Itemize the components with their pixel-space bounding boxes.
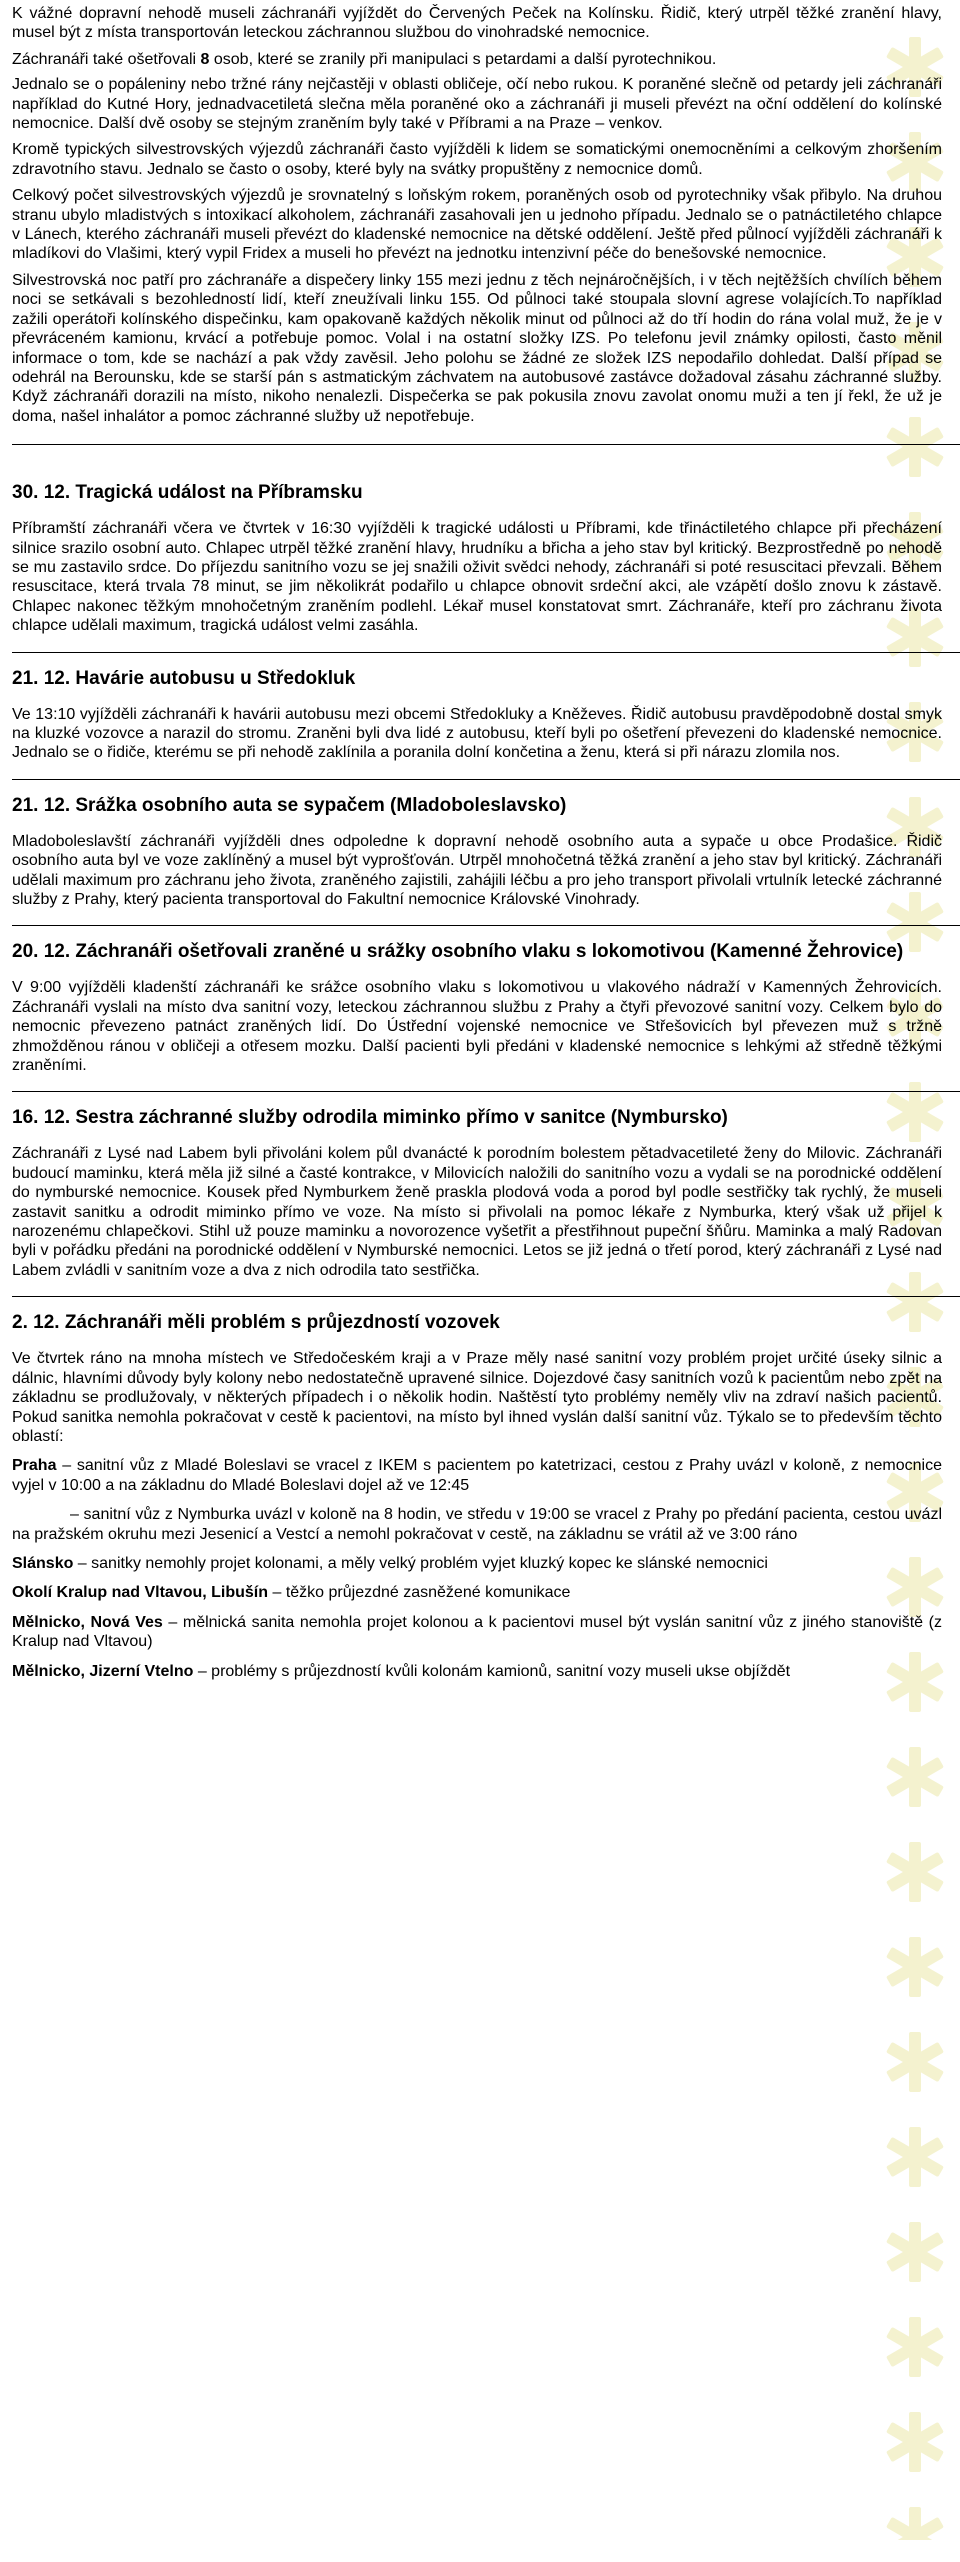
item-text: – mělnická sanita nemohla projet kolonou a k pacientovi musel být vyslán sanitní vůz z jiného stanoviště (z Kralup nad Vltavou) <box>12 1613 942 1651</box>
item-text: – sanitní vůz z Mladé Boleslavi se vracel z IKEM s pacientem po katetrizaci, cestou z Prahy uvázl v koloně, z nemocnice vyjel v 10:00 a na základnu do Mladé Boleslavi dojel až ve 12:45 <box>12 1457 942 1494</box>
section-heading: 21. 12. Havárie autobusu u Středokluk <box>12 667 356 689</box>
paragraph: Kromě typických silvestrovských výjezdů záchranáři často vyjížděli k lidem se somatickými onemocněními a celkovým zhoršením zdravotního stavu. Jednalo se často o osoby, které byly na svátky propuštěny z nemocnice domů. <box>12 141 942 178</box>
place-name: Slánsko <box>12 1554 74 1572</box>
section-divider <box>12 779 960 780</box>
list-item <box>12 1456 942 1495</box>
section-divider <box>12 1091 960 1092</box>
item-text: – sanitní vůz z Nymburka uvázl v koloně na 8 hodin, ve středu v 19:00 se vracel z Prahy po předání pacienta, cestou uvázl na pražském okruhu mezi Jesenicí a Vestcí a nemohl pokračovat v cestě, na základnu se vrátil až ve 3:00 ráno <box>12 1506 942 1543</box>
section-heading: 16. 12. Sestra záchranné služby odrodila miminko přímo v sanitce (Nymbursko) <box>12 1107 728 1129</box>
text-run: osob, které se zranily při manipulaci s petardami a další pyrotechnikou. <box>209 50 717 68</box>
list-item <box>12 1554 942 1573</box>
section-divider <box>12 652 960 653</box>
count-bold: 8 <box>200 50 210 68</box>
paragraph <box>12 50 942 69</box>
section-divider <box>12 444 960 445</box>
place-name: Praha <box>12 1457 57 1475</box>
paragraph: Celkový počet silvestrovských výjezdů je srovnatelný s loňským rokem, poraněných osob od pyrotechniky však přibylo. Na druhou stranu ubylo mladistvých s intoxikací alkoholem, záchranáři zasahovali jen u jednoho případu. Jednalo se o patnáctiletého chlapce v Lánech, kterého záchranáři museli převézt do kladenské nemocnice na dětské oddělení. Ještě před půlnocí vyjížděli záchranáři k mladíkovi do Vlašimi, který vypil Fridex a museli ho převézt na jednotku intenzivní péče do benešovské nemocnice. <box>12 187 942 263</box>
section-heading: 20. 12. Záchranáři ošetřovali zraněné u srážky osobního vlaku s lokomotivou (Kamenné Žehrovice) <box>12 941 904 963</box>
item-text: – problémy s průjezdností kvůli kolonám kamionů, sanitní vozy museli ukse objíždět <box>193 1662 791 1680</box>
section-heading: 2. 12. Záchranáři měli problém s průjezdností vozovek <box>12 1312 500 1334</box>
section-heading: 21. 12. Srážka osobního auta se sypačem (Mladoboleslavsko) <box>12 794 567 816</box>
section-divider <box>12 1296 960 1297</box>
section-divider <box>12 925 960 926</box>
section-heading: 30. 12. Tragická událost na Příbramsku <box>12 482 363 504</box>
item-text: – sanitky nemohly projet kolonami, a měly velký problém vyjet kluzký kopec ke slánské nemocnici <box>73 1554 768 1572</box>
list-item <box>12 1583 942 1602</box>
place-name: Mělnicko, Jizerní Vtelno <box>12 1662 194 1680</box>
section-body: Ve 13:10 vyjížděli záchranáři k havárii autobusu mezi obcemi Středokluky a Kněževes. Řidič autobusu pravděpodobně dostal smyk na kluzké vozovce a narazil do stromu. Zraněni byli dva lidé z autobusu, kteří byli po ošetření převezeni do kladenské nemocnice. Jednalo se o řidiče, kterému se při nehodě zaklínila a poranila dolní končetina a ženu, která si při nárazu zlomila nos. <box>12 705 942 762</box>
place-name: Mělnicko, Nová Ves <box>12 1613 163 1631</box>
section-body: Ve čtvrtek ráno na mnoha místech ve Středočeském kraji a v Praze měly nasé sanitní vozy problém projet určité úseky silnic a dálnic, hlavními důvody byly kolony nebo nedostatečně upravené silnice. Dojezdové časy sanitních vozů k pacientům nebo zpět na základnu se prodlužovaly, v některých případech i o několik hodin. Naštěstí tyto problémy neměly vliv na zdraví našich pacientů. Pokud sanitka nemohla pokračovat v cestě k pacientovi, na místo byl ihned vyslán další sanitní vůz. Týkalo se to především těchto oblastí: <box>12 1350 942 1445</box>
paragraph: Jednalo se o popáleniny nebo tržné rány nejčastěji v oblasti obličeje, očí nebo rukou. K poraněné slečně od petardy jeli záchranáři například do Kutné Hory, jednadvacetiletá slečna měla poraněné oko a záchranáři ji museli převézt na oční oddělení do kolínské nemocnice. Další dvě osoby se stejným zraněním byly také v Příbrami a na Praze – venkov. <box>12 76 942 133</box>
list-item <box>12 1662 942 1681</box>
section-body: V 9:00 vyjížděli kladenští záchranáři ke srážce osobního vlaku s lokomotivou u vlakového nádraží v Kamenných Žehrovicích. Záchranáři vyslali na místo dva sanitní vozy, leteckou záchrannou službu z Prahy a čtyři převozové sanitní vozy. Celkem bylo do nemocnic převezeno patnáct zraněných lidí. Do Ústřední vojenské nemocnice ve Střešovicích byl převezen muž s tržně zhmožděnou ránou v obličeji a otřesem mozku. Další pacienti byli předáni v kladenské nemocnice s lehkými až středně těžkými zraněními. <box>12 979 942 1075</box>
place-name: Okolí Kralup nad Vltavou, Libušín <box>12 1584 269 1602</box>
article-body <box>12 4 942 1691</box>
section-body: Příbramští záchranáři včera ve čtvrtek v 16:30 vyjížděli k tragické události u Příbrami, kde třináctiletého chlapce při přecházení silnice srazilo osobní auto. Chlapec utrpěl těžké zranění hlavy, hrudníku a břicha a jeho stav byl kritický. Bezprostředně po nehodě se mu zastavilo srdce. Do příjezdu sanitního vozu se jej snažili oživit svědci nehody, záchranáři si poté resuscitaci převzali. Během resuscitace, která trvala 78 minut, se jim několikrát podařilo u chlapce obnovit srdeční akci, ale vzápětí došlo znovu k zástavě. Chlapec nakonec těžkým mnohočetným zraněním podlehl. Lékař musel konstatovat smrt. Záchranáře, kteří pro záchranu života chlapce udělali maximum, tragická událost velmi zasáhla. <box>12 520 942 635</box>
section-body: Mladoboleslavští záchranáři vyjížděli dnes odpoledne k dopravní nehodě osobního auta a sypače u obce Prodašice. Řidič osobního auta byl ve voze zaklíněný a musel být vyprošťován. Utrpěl mnohočetná těžká zranění a jeho stav byl kritický. Záchranáři udělali maximum pro záchranu jeho života, zraněného zajistili, zahájili léčbu a pro jeho transport přivolali vrtulník letecké záchranné služby z Prahy, který pacienta transportoval do Fakultní nemocnice Královské Vinohrady. <box>12 832 942 908</box>
section-body: Záchranáři z Lysé nad Labem byli přivoláni kolem půl dvanácté k porodním bolestem pětadvacetileté ženy do Milovic. Záchranáři budoucí maminku, která měla již silné a časté kontrakce, v Milovicích naložili do sanitního vozu a vydali se na porodnické oddělení do nymburské nemocnice. Kousek před Nymburkem ženě praskla plodová voda a porod byl podle sestřičky tak rychlý, že museli zastavit sanitku a odrodit miminko přímo ve voze. Na místo si přivolali na pomoc lékaře z Nymburka, který však už přijel k narozenému chlapečkovi. Stihl už pouze maminku a novorozence vyšetřit a přestřihnout pupeční šňůru. Maminka a malý Radovan byli v pořádku předáni na porodnické oddělení v Nymburské nemocnici. Letos se již jedná o třetí porod, který záchranáři z Lysé nad Labem zvládli v sanitním voze a dva z nich odrodila tato sestřička. <box>12 1145 942 1279</box>
item-text: – těžko průjezdné zasněžené komunikace <box>268 1584 571 1602</box>
paragraph: K vážné dopravní nehodě museli záchranáři vyjíždět do Červených Peček na Kolínsku. Řidič, který utrpěl těžké zranění hlavy, musel být z místa transportován leteckou záchrannou službou do vinohradské nemocnice. <box>12 5 942 42</box>
list-item <box>12 1505 942 1544</box>
list-item <box>12 1613 942 1652</box>
paragraph: Silvestrovská noc patří pro záchranáře a dispečery linky 155 mezi jednu z těch nejnáročnějších, i v těch nejtěžších chvílích během noci se setkávali s bezohledností lidí, kteří zneužívali linku 155. Od půlnoci také stoupala slovní agrese volajících.To například zažili operátoři kolínského dispečinku, kam opakovaně každých několik minut od půlnoci až do tří hodin do rána volal muž, že je v převráceném kamionu, krvácí a potřebuje pomoc. Volal i na ostatní složky IZS. Po telefonu jevil známky opilosti, často měnil informace o tom, kde se nachází a pak vždy zavěsil. Jeho polohu se žádné ze složek IZS nepodařilo dohledat. Další případ se odehrál na Berounsku, kde se starší pán s astmatickým záchvatem na autobusové zastávce dožadoval zásahu záchranné služby. Když záchranáři dorazili na místo, nikoho nenalezli. Dispečerka se pak pokusila znovu zavolat onomu muži a ten jí řekl, že už je doma, našel inhalátor a pomoc záchranné služby už nepotřebuje. <box>12 271 942 425</box>
text-run: Záchranáři také ošetřovali <box>12 50 201 68</box>
